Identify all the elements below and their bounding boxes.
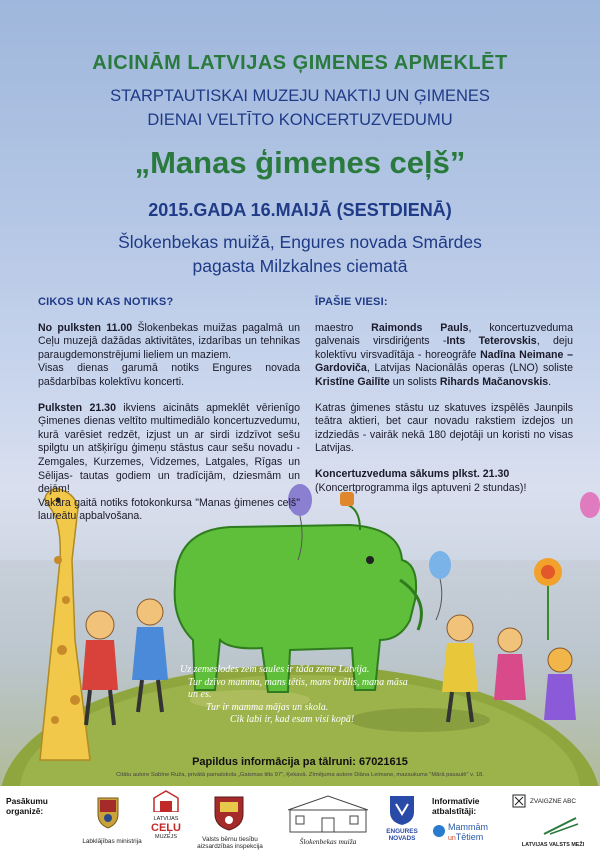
schedule-column [38,296,300,536]
manor-building-icon [286,794,370,834]
supporters-label-line-1: Informatīvie [432,796,480,806]
coat-of-arms-icon [88,792,128,832]
guests-paragraph-2: Katras ģimenes stāstu uz skatuves izspēlēs Jaunpils teātra aktieri, bet caur novadu rakstiem izdejos un izdziedās - vairāk nekā 180 dejotāji un koristi no visas Latvijas. [315,401,573,455]
zvaigzne-caption: ZVAIGZNE ABC [530,798,577,805]
inspection-caption [175,836,285,851]
poem-line-4: Cik labi ir, kad esam visi kopā! [230,714,355,725]
inspection-caption-line-2: aizsardzības inspekcija [197,843,263,851]
ministry-caption: Labklājības ministrija [82,838,142,845]
event-place-line-1: Šlokenbekas muižā, Engures novada Smārdes [118,232,482,252]
concert-duration: (Koncertprogramma ilgs aptuveni 2 stundas)! [315,481,527,494]
schedule-paragraph-3: Vakara gaitā notiks fotokonkursa "Manas ģimenes ceļš" laureātu apbalvošana. [38,496,300,523]
concert-start [315,468,573,495]
headline-invite: AICINĀM LATVIJAS ĢIMENES APMEKLĒT [92,52,508,74]
guest-name-teterovskis: Ints Teterovskis [446,335,537,348]
engure-caption [380,828,424,843]
guest-name-macanovskis: Rihards Mačanovskis [439,375,549,388]
guest-name-gailite: Kristīne Gailīte [315,375,390,388]
engure-caption-line-1: ENGURES [386,828,418,835]
road-museum-logo [146,790,186,842]
shield-icon [212,794,246,832]
guests-text-6: . [548,375,552,388]
guests-text-4: , Latvijas Nacionālās operas (LNO) soliste [366,362,573,375]
subheadline [0,84,600,132]
schedule-paragraph-2 [38,402,300,497]
supporters-label [432,796,479,816]
poem-quote [180,664,410,727]
guests-text-2: , koncertuzveduma galvenais virsdiriģents - [315,321,573,348]
organizers-label [6,796,48,816]
time-11: No pulksten 11.00 [38,321,133,334]
time-2130: Pulksten 21.30 [38,401,116,414]
museum-caption-bottom: MUZEJS [155,834,177,841]
guests-column [315,296,573,507]
mammam-text [448,822,488,844]
guests-heading: ĪPAŠIE VIESI: [315,296,388,308]
poem-line-2: Tur dzīvo mamma, mans tētis, mans brālis, mana māsa un es. [188,676,408,700]
subheadline-line-1: STARPTAUTISKAI MUZEJU NAKTIJ UN ĢIMENES [110,87,490,105]
engure-caption-line-2: NOVADS [388,835,416,843]
sponsors-footer [0,786,600,864]
event-place-line-2: pagasta Milzkalnes ciematā [192,256,408,276]
info-phone: Papildus informācija pa tālruni: 67021615 [192,756,408,768]
museum-caption-top: LATVIJAS [153,816,179,822]
guest-name-pauls: Raimonds Pauls [371,321,469,334]
engure-shield-icon [388,794,416,826]
event-place [0,230,600,278]
lvm-caption: LATVIJAS VALSTS MEŽI [521,842,585,848]
poem-line-1: Uz zemeslodes zem saules ir tāda zeme Latvija. [180,664,370,675]
mammam-text-2: un [448,835,456,842]
inspection-caption-line-1: Valsts bērnu tiesību [202,836,258,843]
tree-icon [540,814,580,836]
manor-caption: Šlokenbekas muiža [299,837,357,846]
organizers-label-line-2: organizē: [6,806,44,816]
museum-caption-main: CEĻU [151,822,181,835]
guests-paragraph [315,322,573,390]
star-icon [512,794,526,808]
guests-text-3: , deju kolektīvu virsvadītāja - horeogrāfe [315,335,573,361]
guests-text-1: maestro [315,321,372,334]
organizers-label-line-1: Pasākumu [6,796,48,806]
subheadline-line-2: DIENAI VELTĪTO KONCERTUZVEDUMU [147,111,453,129]
credits-line: Citātu autore Sabīne Ruža, privātā pamatskola „Gaismas tilts 97”, Ķekavā. Zīmējuma autore Diāna Leimane, mazaukums "Mārā pasaulē" v. 18. [116,772,484,778]
event-title: „Manas ģimenes ceļš” [134,145,466,180]
mammam-text-1: Mammām [448,822,488,832]
road-museum-icon [152,790,180,812]
event-date: 2015.GADA 16.MAIJĀ (SESTDIENĀ) [148,200,452,220]
schedule-text-2: ikviens aicināts apmeklēt vērienīgo Ģimenes dienas veltīto multimediālo koncertuzvedumu, kurā varēsiet redzēt, izjust un ar sirdi izdzīvot sešu spilgtu un atšķirīgu ģimeņu stāstus caur sešu novadu - Zemgales, Kurzemes, Vidzemes, Latgales, Rīgas un Sēlijas- tautas godiem un tradīcijām, dziesmām un dejām! [38,401,301,496]
heart-icon [432,824,446,838]
guest-name-neimane: Nadīna Neimane – Gardoviča [315,348,573,375]
schedule-text-1: Šlokenbekas muižas pagalmā un Ceļu muzejā dažādas aktivitātes, izdarības un tehnikas paraugdemonstrējumi lieliem un maziem. [38,321,300,361]
schedule-paragraph-1b: Visas dienas garumā notiks Engures novada pašdarbības kolektīvu koncerti. [38,362,300,388]
supporters-label-line-2: atbalstītāji: [432,806,477,816]
poem-line-3: Tur ir mamma mājas un skola. [206,701,329,713]
concert-start-time: Koncertuzveduma sākums plkst. 21.30 [315,467,510,480]
guests-text-5: un solists [389,375,440,388]
schedule-heading: CIKOS UN KAS NOTIKS? [38,296,174,308]
schedule-paragraph-1 [38,322,300,363]
mammam-text-3: Tētiem [455,832,484,842]
